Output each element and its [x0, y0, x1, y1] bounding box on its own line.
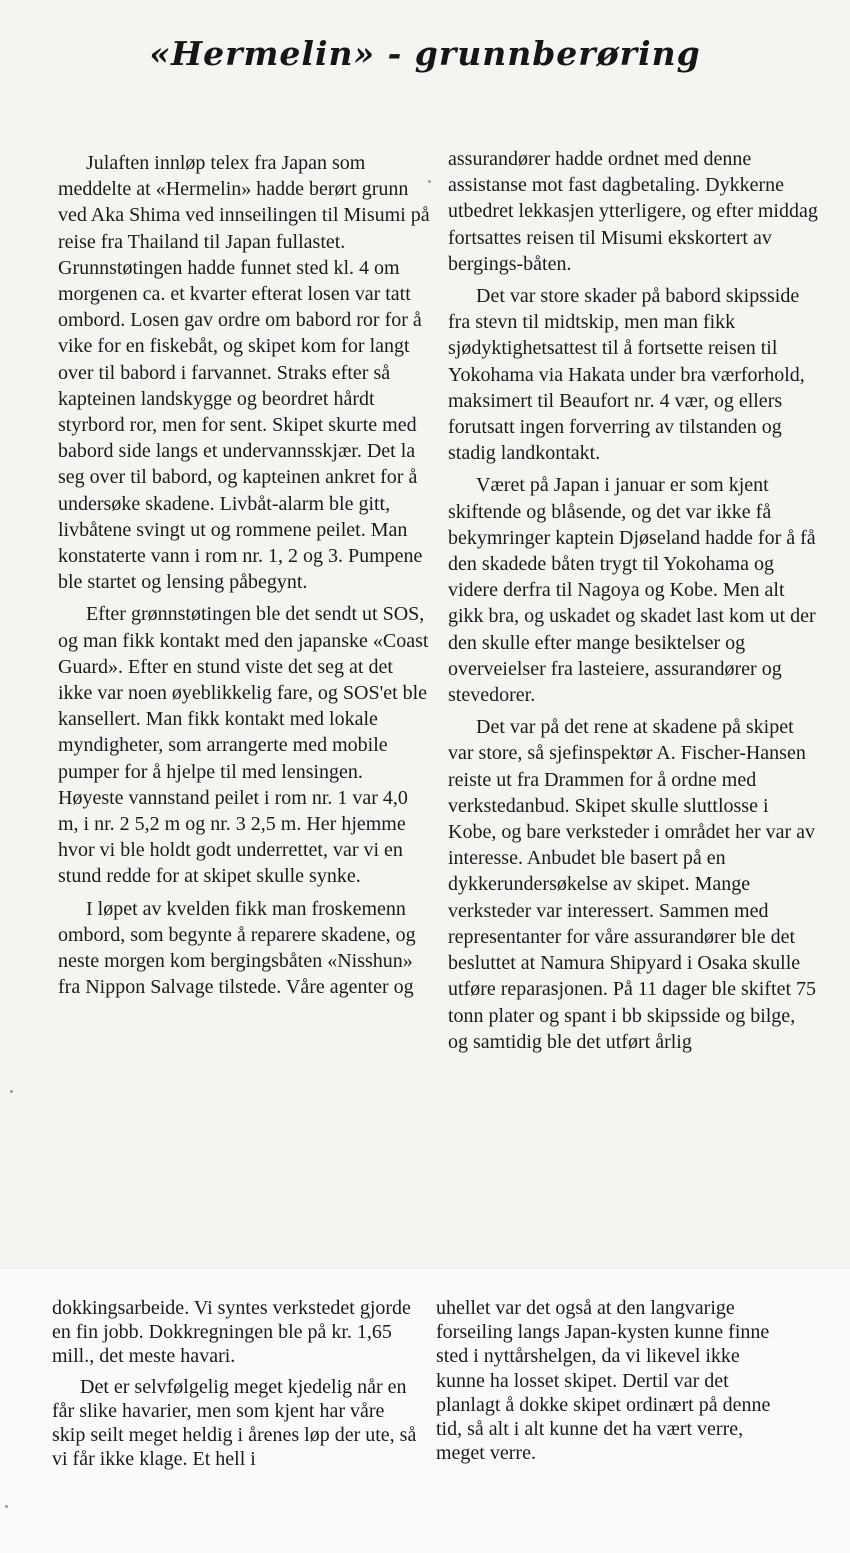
paragraph: dokkingsarbeide. Vi syntes verkstedet gjorde en fin jobb. Dokkregningen ble på kr. 1,65 mill., det meste havari.	[52, 1297, 411, 1368]
paragraph: Det var store skader på babord skipsside fra stevn til midtskip, men man fikk sjødyktighetsattest til å fortsette reisen til Yokohama via Hakata under bra værforhold, maksimert til Beaufort nr. 4 vær, og ellers forutsatt ingen forverring av tilstanden og stadig landkontakt.	[448, 285, 805, 465]
paragraph: Det er selvfølgelig meget kjedelig når en får slike havarier, men som kjent har våre skip seilt meget heldig i årenes løp der ute, så vi får ikke klage. Et hell i	[52, 1375, 417, 1471]
left-column-lower	[52, 1296, 422, 1471]
right-column-lower	[436, 1296, 776, 1465]
paragraph: Efter grønnstøtingen ble det sendt ut SOS, og man fikk kontakt med den japanske «Coast Guard». Efter en stund viste det seg at det ikke var noen øyeblikkelig fare, og SOS'et ble kansellert. Man fikk kontakt med lokale myndigheter, som arrangerte med mobile pumper for å hjelpe til med lensingen. Høyeste vannstand peilet i rom nr. 1 var 4,0 m, i nr. 2 5,2 m og nr. 3 2,5 m. Her hjemme hvor vi ble holdt godt underrettet, var vi en stund redde for at skipet skulle synke.	[58, 603, 429, 888]
paragraph: Det var på det rene at skadene på skipet var store, så sjefinspektør A. Fischer-Hansen reiste ut fra Drammen for å ordne med verkstedanbud. Skipet skulle sluttlosse i Kobe, og bare verksteder i området her var av interesse. Anbudet ble basert på en dykkerundersøkelse av skipet. Mange verksteder var interessert. Sammen med representanter for våre assurandører ble det besluttet at Namura Shipyard i Osaka skulle utføre reparasjonen. På 11 dager ble skiftet 75 tonn plater og spant i bb skipsside og bilge, og samtidig ble det utført årlig	[448, 716, 817, 1053]
paragraph: assurandører hadde ordnet med denne assistanse mot fast dagbetaling. Dykkerne utbedret lekkasjen ytterligere, og efter middag fortsattes reisen til Misumi ekskortert av bergings-båten.	[448, 148, 818, 275]
paragraph: uhellet var det også at den langvarige forseiling langs Japan-kysten kunne finne sted i nyttårshelgen, da vi likevel ikke kunne ha losset skipet. Dertil var det planlagt å dokke skipet ordinært på denne tid, så alt i alt kunne det ha vært verre, meget verre.	[436, 1297, 771, 1465]
paragraph: I løpet av kvelden fikk man froskemenn ombord, som begynte å reparere skadene, og neste morgen kom bergingsbåten «Nisshun» fra Nippon Salvage tilstede. Våre agenter og	[58, 897, 416, 999]
right-column-upper	[448, 146, 820, 1055]
left-column-upper	[58, 150, 430, 1001]
paragraph: Været på Japan i januar er som kjent skiftende og blåsende, og det var ikke få bekymringer kaptein Djøseland hadde for å få den skadede båten trygt til Yokohama og videre derfra til Nagoya og Kobe. Men alt gikk bra, og uskadet og skadet last kom ut der den skulle efter mange besiktelser og overveielser fra lasteiere, assurandører og stevedorer.	[448, 474, 816, 707]
article-title: «Hermelin» - grunnberøring	[149, 34, 701, 73]
scan-speck	[428, 180, 431, 183]
scan-speck	[10, 1090, 13, 1093]
scan-speck	[5, 1505, 8, 1508]
paragraph: Julaften innløp telex fra Japan som meddelte at «Hermelin» hadde berørt grunn ved Aka Shima ved innseilingen til Misumi på reise fra Thailand til Japan fullastet. Grunnstøtingen hadde funnet sted kl. 4 om morgenen ca. et kvarter efterat losen var tatt ombord. Losen gav ordre om babord ror for å vike for en fiskebåt, og skipet kom for langt over til babord i farvannet. Straks efter så kapteinen landskygge og beordret hårdt styrbord ror, men for sent. Skipet skurte med babord side langs et undervannsskjær. Det la seg over til babord, og kapteinen ankret for å undersøke skadene. Livbåt-alarm ble gitt, livbåtene svingt ut og rommene peilet. Man konstaterte vann i rom nr. 1, 2 og 3. Pumpene ble startet og lensing påbegynt.	[58, 152, 430, 594]
